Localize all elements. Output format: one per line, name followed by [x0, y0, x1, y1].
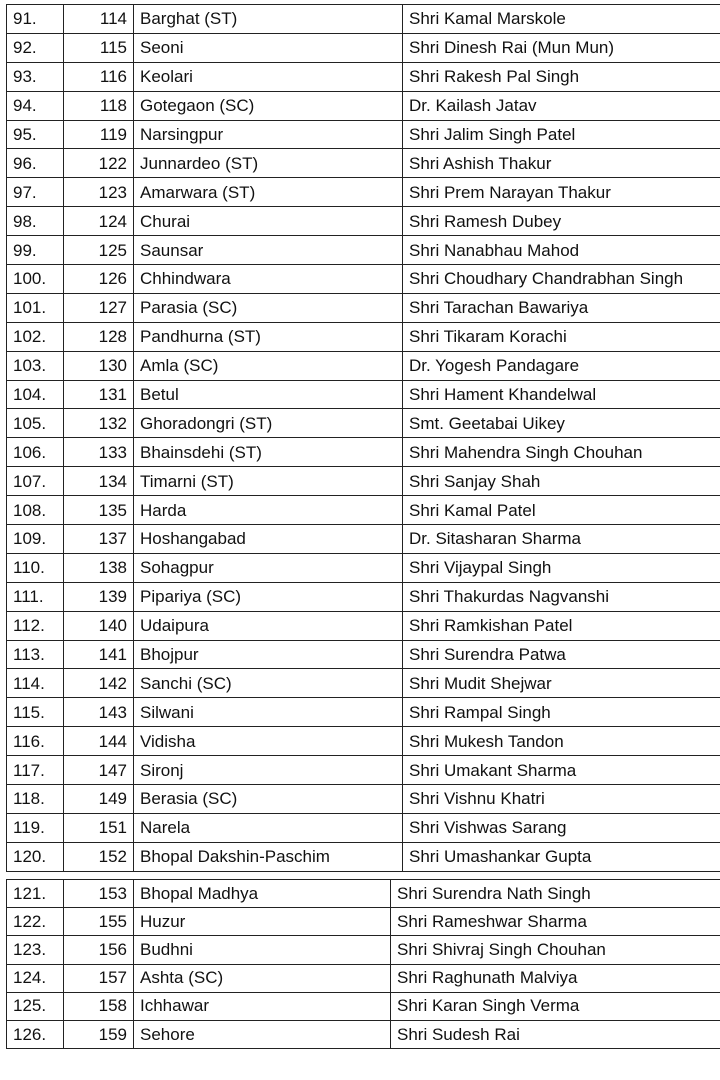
candidate-name-cell: Shri Vishwas Sarang [403, 813, 720, 842]
constituency-name-cell: Betul [134, 380, 403, 409]
constituency-number-cell: 153 [64, 880, 134, 908]
table-row [7, 265, 720, 294]
constituency-name-cell: Keolari [134, 62, 403, 91]
table-row [7, 149, 720, 178]
constituency-name-cell: Hoshangabad [134, 525, 403, 554]
candidate-table-part1 [6, 4, 720, 872]
table-row [7, 351, 720, 380]
table-row [7, 813, 720, 842]
table-row [7, 669, 720, 698]
candidate-name-cell: Shri Vishnu Khatri [403, 785, 720, 814]
candidate-name-cell: Shri Umakant Sharma [403, 756, 720, 785]
candidate-name-cell: Shri Karan Singh Verma [391, 992, 720, 1020]
constituency-name-cell: Huzur [134, 908, 391, 936]
constituency-name-cell: Bhopal Madhya [134, 880, 391, 908]
serial-number-cell: 112. [7, 611, 64, 640]
constituency-number-cell: 125 [64, 236, 134, 265]
table-row [7, 467, 720, 496]
constituency-name-cell: Sironj [134, 756, 403, 785]
serial-number-cell: 119. [7, 813, 64, 842]
constituency-name-cell: Ichhawar [134, 992, 391, 1020]
constituency-number-cell: 116 [64, 62, 134, 91]
constituency-number-cell: 123 [64, 178, 134, 207]
constituency-name-cell: Udaipura [134, 611, 403, 640]
constituency-name-cell: Narsingpur [134, 120, 403, 149]
serial-number-cell: 115. [7, 698, 64, 727]
serial-number-cell: 96. [7, 149, 64, 178]
serial-number-cell: 106. [7, 438, 64, 467]
constituency-name-cell: Churai [134, 207, 403, 236]
constituency-number-cell: 147 [64, 756, 134, 785]
serial-number-cell: 114. [7, 669, 64, 698]
table-row [7, 582, 720, 611]
constituency-number-cell: 127 [64, 293, 134, 322]
serial-number-cell: 95. [7, 120, 64, 149]
constituency-number-cell: 135 [64, 496, 134, 525]
table-row [7, 438, 720, 467]
constituency-number-cell: 159 [64, 1020, 134, 1048]
constituency-number-cell: 130 [64, 351, 134, 380]
serial-number-cell: 93. [7, 62, 64, 91]
constituency-name-cell: Amla (SC) [134, 351, 403, 380]
serial-number-cell: 103. [7, 351, 64, 380]
constituency-name-cell: Budhni [134, 936, 391, 964]
constituency-number-cell: 149 [64, 785, 134, 814]
serial-number-cell: 108. [7, 496, 64, 525]
table-row [7, 120, 720, 149]
constituency-number-cell: 133 [64, 438, 134, 467]
table-row [7, 322, 720, 351]
serial-number-cell: 101. [7, 293, 64, 322]
candidate-name-cell: Shri Mudit Shejwar [403, 669, 720, 698]
serial-number-cell: 98. [7, 207, 64, 236]
serial-number-cell: 118. [7, 785, 64, 814]
candidate-name-cell: Shri Umashankar Gupta [403, 842, 720, 871]
constituency-name-cell: Parasia (SC) [134, 293, 403, 322]
constituency-number-cell: 122 [64, 149, 134, 178]
candidate-name-cell: Shri Dinesh Rai (Mun Mun) [403, 33, 720, 62]
constituency-name-cell: Bhainsdehi (ST) [134, 438, 403, 467]
candidate-name-cell: Shri Vijaypal Singh [403, 553, 720, 582]
candidate-name-cell: Shri Choudhary Chandrabhan Singh [403, 265, 720, 294]
constituency-number-cell: 156 [64, 936, 134, 964]
candidate-name-cell: Shri Ramesh Dubey [403, 207, 720, 236]
table-row [7, 62, 720, 91]
constituency-number-cell: 157 [64, 964, 134, 992]
serial-number-cell: 107. [7, 467, 64, 496]
candidate-name-cell: Shri Thakurdas Nagvanshi [403, 582, 720, 611]
table-row [7, 992, 720, 1020]
constituency-number-cell: 126 [64, 265, 134, 294]
table-row [7, 91, 720, 120]
serial-number-cell: 117. [7, 756, 64, 785]
serial-number-cell: 97. [7, 178, 64, 207]
table-row [7, 409, 720, 438]
constituency-name-cell: Sohagpur [134, 553, 403, 582]
serial-number-cell: 109. [7, 525, 64, 554]
constituency-name-cell: Chhindwara [134, 265, 403, 294]
constituency-number-cell: 118 [64, 91, 134, 120]
constituency-name-cell: Vidisha [134, 727, 403, 756]
candidate-name-cell: Shri Mukesh Tandon [403, 727, 720, 756]
table-row [7, 207, 720, 236]
serial-number-cell: 123. [7, 936, 64, 964]
constituency-number-cell: 128 [64, 322, 134, 351]
candidate-name-cell: Shri Surendra Patwa [403, 640, 720, 669]
table-row [7, 908, 720, 936]
candidate-name-cell: Shri Rameshwar Sharma [391, 908, 720, 936]
candidate-name-cell: Shri Hament Khandelwal [403, 380, 720, 409]
serial-number-cell: 116. [7, 727, 64, 756]
constituency-name-cell: Sehore [134, 1020, 391, 1048]
serial-number-cell: 110. [7, 553, 64, 582]
serial-number-cell: 122. [7, 908, 64, 936]
serial-number-cell: 121. [7, 880, 64, 908]
table-row [7, 698, 720, 727]
constituency-name-cell: Berasia (SC) [134, 785, 403, 814]
table-row [7, 553, 720, 582]
constituency-name-cell: Narela [134, 813, 403, 842]
serial-number-cell: 113. [7, 640, 64, 669]
serial-number-cell: 120. [7, 842, 64, 871]
table-row [7, 936, 720, 964]
constituency-name-cell: Silwani [134, 698, 403, 727]
candidate-name-cell: Shri Kamal Marskole [403, 5, 720, 34]
constituency-name-cell: Bhopal Dakshin-Paschim [134, 842, 403, 871]
constituency-number-cell: 158 [64, 992, 134, 1020]
candidate-name-cell: Shri Prem Narayan Thakur [403, 178, 720, 207]
serial-number-cell: 104. [7, 380, 64, 409]
serial-number-cell: 126. [7, 1020, 64, 1048]
table-row [7, 964, 720, 992]
constituency-name-cell: Bhojpur [134, 640, 403, 669]
constituency-number-cell: 152 [64, 842, 134, 871]
constituency-number-cell: 119 [64, 120, 134, 149]
constituency-number-cell: 140 [64, 611, 134, 640]
constituency-name-cell: Seoni [134, 33, 403, 62]
candidate-name-cell: Shri Sudesh Rai [391, 1020, 720, 1048]
constituency-name-cell: Pandhurna (ST) [134, 322, 403, 351]
candidate-name-cell: Shri Surendra Nath Singh [391, 880, 720, 908]
constituency-name-cell: Sanchi (SC) [134, 669, 403, 698]
constituency-number-cell: 115 [64, 33, 134, 62]
candidate-name-cell: Shri Shivraj Singh Chouhan [391, 936, 720, 964]
constituency-name-cell: Ashta (SC) [134, 964, 391, 992]
table-row [7, 640, 720, 669]
table-row [7, 496, 720, 525]
table-row [7, 727, 720, 756]
serial-number-cell: 125. [7, 992, 64, 1020]
constituency-name-cell: Timarni (ST) [134, 467, 403, 496]
constituency-name-cell: Saunsar [134, 236, 403, 265]
serial-number-cell: 99. [7, 236, 64, 265]
constituency-name-cell: Junnardeo (ST) [134, 149, 403, 178]
serial-number-cell: 105. [7, 409, 64, 438]
constituency-number-cell: 141 [64, 640, 134, 669]
table-row [7, 611, 720, 640]
candidate-table-part2 [6, 879, 720, 1049]
constituency-number-cell: 151 [64, 813, 134, 842]
table-row [7, 293, 720, 322]
constituency-number-cell: 143 [64, 698, 134, 727]
constituency-number-cell: 114 [64, 5, 134, 34]
candidate-name-cell: Shri Ashish Thakur [403, 149, 720, 178]
serial-number-cell: 94. [7, 91, 64, 120]
table-row [7, 756, 720, 785]
candidate-name-cell: Shri Rakesh Pal Singh [403, 62, 720, 91]
candidate-name-cell: Shri Sanjay Shah [403, 467, 720, 496]
table-row [7, 178, 720, 207]
serial-number-cell: 92. [7, 33, 64, 62]
candidate-name-cell: Shri Tikaram Korachi [403, 322, 720, 351]
constituency-name-cell: Pipariya (SC) [134, 582, 403, 611]
serial-number-cell: 102. [7, 322, 64, 351]
constituency-name-cell: Amarwara (ST) [134, 178, 403, 207]
table-row [7, 525, 720, 554]
candidate-name-cell: Shri Kamal Patel [403, 496, 720, 525]
serial-number-cell: 124. [7, 964, 64, 992]
serial-number-cell: 91. [7, 5, 64, 34]
candidate-name-cell: Shri Rampal Singh [403, 698, 720, 727]
serial-number-cell: 111. [7, 582, 64, 611]
table-row [7, 880, 720, 908]
constituency-number-cell: 139 [64, 582, 134, 611]
constituency-number-cell: 124 [64, 207, 134, 236]
constituency-number-cell: 138 [64, 553, 134, 582]
table-row [7, 785, 720, 814]
constituency-number-cell: 134 [64, 467, 134, 496]
constituency-number-cell: 131 [64, 380, 134, 409]
serial-number-cell: 100. [7, 265, 64, 294]
constituency-number-cell: 132 [64, 409, 134, 438]
candidate-name-cell: Shri Raghunath Malviya [391, 964, 720, 992]
constituency-number-cell: 144 [64, 727, 134, 756]
table-row [7, 5, 720, 34]
table-row [7, 842, 720, 871]
candidate-name-cell: Dr. Kailash Jatav [403, 91, 720, 120]
table-row [7, 1020, 720, 1048]
candidate-name-cell: Dr. Yogesh Pandagare [403, 351, 720, 380]
candidate-name-cell: Shri Ramkishan Patel [403, 611, 720, 640]
candidate-name-cell: Shri Tarachan Bawariya [403, 293, 720, 322]
constituency-name-cell: Ghoradongri (ST) [134, 409, 403, 438]
candidate-name-cell: Shri Jalim Singh Patel [403, 120, 720, 149]
candidate-name-cell: Smt. Geetabai Uikey [403, 409, 720, 438]
candidate-name-cell: Dr. Sitasharan Sharma [403, 525, 720, 554]
table-row [7, 236, 720, 265]
constituency-name-cell: Harda [134, 496, 403, 525]
candidate-name-cell: Shri Mahendra Singh Chouhan [403, 438, 720, 467]
constituency-number-cell: 137 [64, 525, 134, 554]
table-row [7, 380, 720, 409]
constituency-name-cell: Barghat (ST) [134, 5, 403, 34]
constituency-number-cell: 155 [64, 908, 134, 936]
table-row [7, 33, 720, 62]
constituency-number-cell: 142 [64, 669, 134, 698]
constituency-name-cell: Gotegaon (SC) [134, 91, 403, 120]
candidate-name-cell: Shri Nanabhau Mahod [403, 236, 720, 265]
